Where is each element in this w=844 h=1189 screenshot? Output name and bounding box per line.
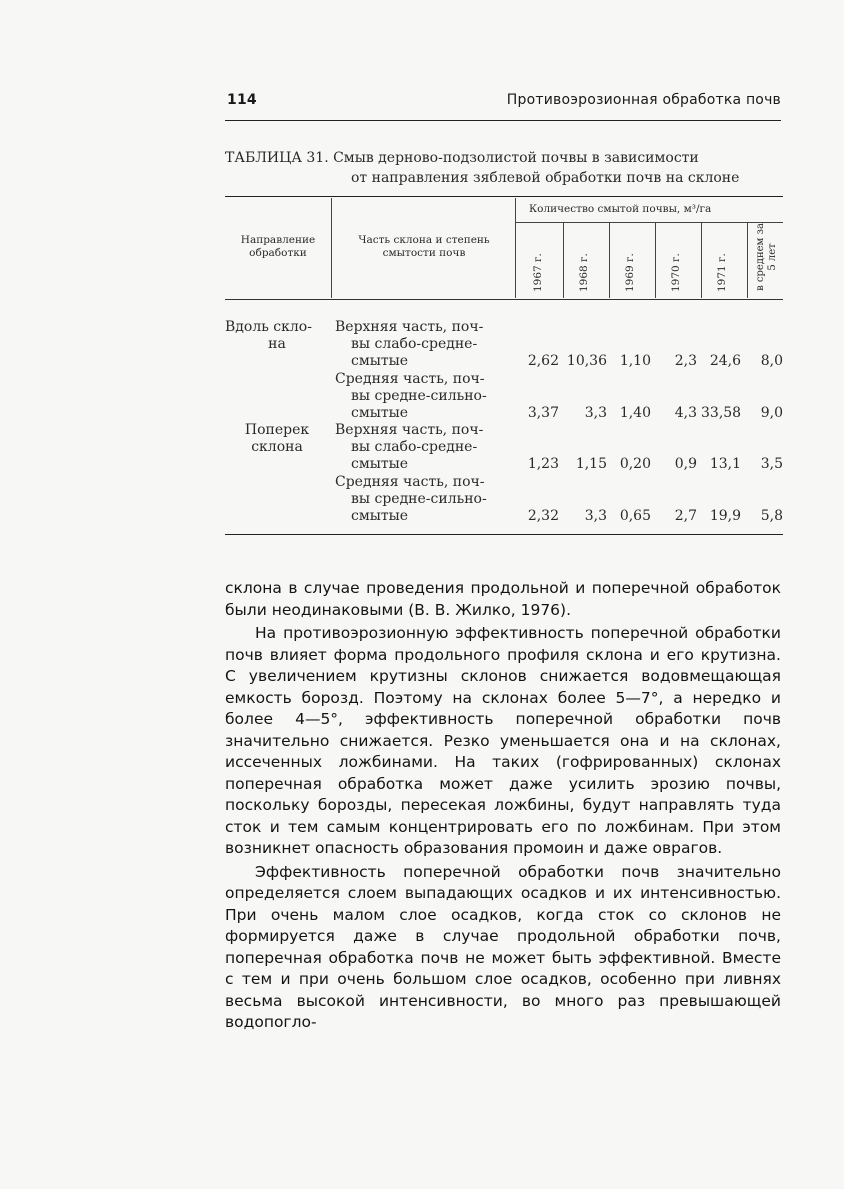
row-part-line: вы средне-сильно- [351,491,487,507]
cell-value: 10,36 [566,353,607,369]
row-part-line: Средняя часть, поч- [335,371,485,387]
row-part-line: вы слабо-средне- [351,439,478,455]
cell-value: 0,20 [619,456,651,472]
cell-value: 2,62 [527,353,559,369]
table-top-rule [225,196,783,197]
row-part-line: смытые [351,456,409,472]
cell-value: 3,3 [584,405,607,421]
paragraph: На противоэрозионную эффективность поперечной обработки почв влияет форма продольного профиля склона и его крутизна. С увеличением крутизны склонов снижается водовмещающая емкость борозд. Поэтому на склонах более 5—7°, а нередко и более 4—5°, эффективность поперечной обработки почв значительно снижается. Резко уменьшается она и на склонах, иссеченных ложбинами. На таких (гофрированных) склонах поперечная обработка может даже усилить эрозию почвы, поскольку борозды, пересекая ложбины, будут направлять туда сток и тем самым концентрировать его по ложбинам. При этом возникнет опасность образования промоин и даже оврагов. [225,624,781,857]
cell-value: 13,1 [709,456,741,472]
cell-value: 5,8 [760,508,783,524]
cell-value: 2,7 [674,508,697,524]
row-part-line: Верхняя часть, поч- [335,422,484,438]
row-part-line: вы слабо-средне- [351,336,478,352]
year-header: 1969 г. [624,253,636,292]
column-header-part: Часть склона и степень смытости почв [358,234,490,259]
year-header: 1967 г. [532,253,544,292]
header-divider [331,198,332,298]
running-title: Противоэрозионная обработка почв [506,92,781,108]
table-caption-line-2: от направления зяблевой обработки почв на склоне [351,170,740,186]
row-part-line: вы средне-сильно- [351,388,487,404]
cell-value: 1,10 [619,353,651,369]
body-text [225,578,781,1034]
row-direction-line: Поперек [244,422,310,438]
running-header [225,92,781,114]
paragraph-continued: склона в случае проведения продольной и поперечной обработок были неодинаковыми (В. В. Жилко, 1976). [225,579,781,619]
year-header: 1971 г. [716,253,728,292]
cell-value: 3,37 [527,405,559,421]
table-caption [225,148,785,188]
column-header-direction: Направление обработки [240,234,316,259]
table-header-rule [225,299,783,300]
cell-value: 9,0 [760,405,783,421]
row-direction-line: Вдоль скло- [225,319,312,335]
cell-value: 0,9 [674,456,697,472]
row-part-line: смытые [351,405,409,421]
header-divider [515,198,516,298]
year-header: 1968 г. [578,253,590,292]
cell-value: 3,3 [584,508,607,524]
row-part-line: Средняя часть, поч- [335,474,485,490]
header-rule [225,120,781,121]
header-divider [609,222,610,298]
row-part-line: смытые [351,508,409,524]
header-divider [655,222,656,298]
cell-value: 1,23 [527,456,559,472]
paragraph: Эффективность поперечной обработки почв значительно определяется слоем выпадающих осадков и их интенсивностью. При очень малом слое осадков, когда сток со склонов не формируется даже в случае продольной обработки почв, поперечная обработка почв не может быть эффективной. Вместе с тем и при очень большом слое осадков, особенно при ливнях весьма высокой интенсивности, во много раз превышающей водопогло- [225,862,781,1031]
cell-value: 8,0 [760,353,783,369]
header-divider [701,222,702,298]
row-direction-line: склона [251,439,303,455]
cell-value: 19,9 [709,508,741,524]
header-divider [747,222,748,298]
header-divider [515,222,783,223]
year-header: 1970 г. [670,253,682,292]
cell-value: 4,3 [674,405,697,421]
average-header: в среднем за 5 лет [755,223,778,291]
header-divider [563,222,564,298]
cell-value: 24,6 [709,353,741,369]
page-number: 114 [227,92,257,108]
row-part-line: смытые [351,353,409,369]
row-part-line: Верхняя часть, поч- [335,319,484,335]
cell-value: 0,65 [619,508,651,524]
cell-value: 2,32 [527,508,559,524]
row-direction-line: на [268,336,286,352]
table-bottom-rule [225,534,783,535]
column-header-quantity: Количество смытой почвы, м³/га [529,203,712,215]
cell-value: 33,58 [701,405,742,421]
cell-value: 1,40 [619,405,651,421]
cell-value: 1,15 [575,456,607,472]
cell-value: 2,3 [674,353,697,369]
table-caption-line-1: ТАБЛИЦА 31. Смыв дерново-подзолистой почвы в зависимости [225,150,699,166]
cell-value: 3,5 [760,456,783,472]
